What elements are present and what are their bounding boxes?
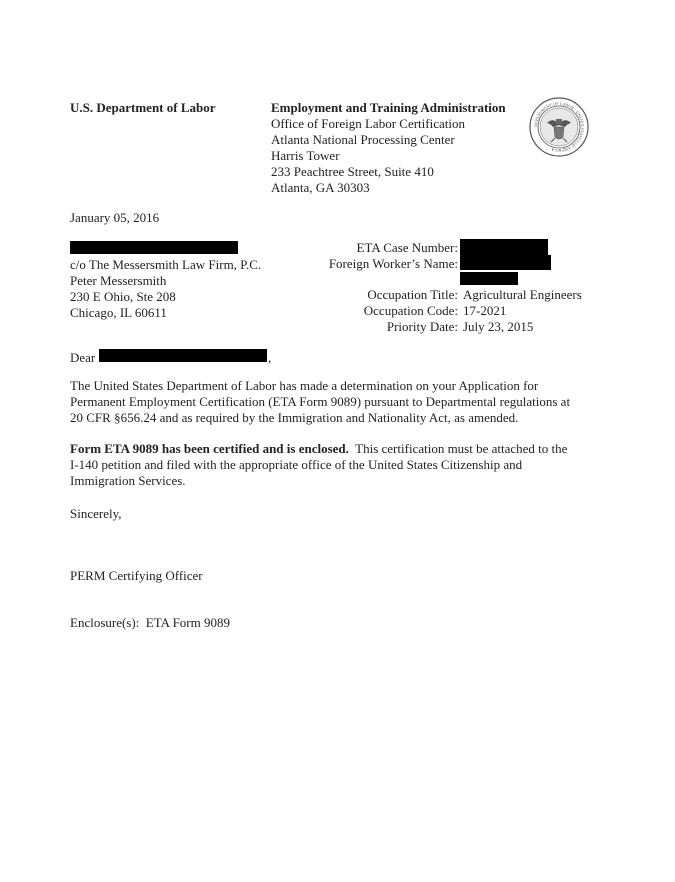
recipient-line: Chicago, IL 60611 — [70, 305, 167, 320]
recipient-line: Peter Messersmith — [70, 273, 167, 288]
paragraph-line — [70, 441, 630, 457]
department-of-labor-seal-icon — [529, 97, 589, 157]
agency-name: Employment and Training Administration — [271, 100, 506, 115]
paragraph-line: Permanent Employment Certification (ETA Form 9089) pursuant to Departmental regulations at — [70, 394, 571, 409]
priority-date-value: July 23, 2015 — [463, 319, 534, 334]
certification-statement: Form ETA 9089 has been certified and is enclosed. — [70, 441, 349, 456]
body-paragraph-2 — [70, 441, 630, 489]
occupation-title-value: Agricultural Engineers — [463, 287, 582, 302]
occupation-code-value: 17-2021 — [463, 303, 507, 318]
redacted-worker-name-continued — [460, 272, 518, 285]
agency-block — [271, 100, 506, 196]
body-paragraph-1 — [70, 378, 630, 426]
letter-date: January 05, 2016 — [70, 210, 160, 225]
salutation-prefix: Dear — [70, 350, 96, 365]
office-line: 233 Peachtree Street, Suite 410 — [271, 164, 434, 179]
paragraph-line: The United States Department of Labor has made a determination on your Application for — [70, 378, 539, 393]
recipient-line: 230 E Ohio, Ste 208 — [70, 289, 176, 304]
office-line: Atlanta, GA 30303 — [271, 180, 370, 195]
case-number-label: ETA Case Number: — [356, 240, 458, 255]
svg-text:DEPARTMENT OF LABOR · UNITED S: DEPARTMENT OF LABOR · UNITED STATES OF AMERICA — [532, 100, 586, 154]
office-line: Atlanta National Processing Center — [271, 132, 455, 147]
redacted-worker-name — [460, 255, 551, 270]
paragraph-text: This certification must be attached to the — [355, 441, 568, 456]
paragraph-line: 20 CFR §656.24 and as required by the Immigration and Nationality Act, as amended. — [70, 410, 519, 425]
paragraph-line: Immigration Services. — [70, 473, 186, 488]
redacted-salutation-name — [99, 349, 267, 362]
worker-name-label: Foreign Worker’s Name: — [328, 256, 458, 271]
priority-date-label: Priority Date: — [386, 319, 458, 334]
redacted-case-number — [460, 239, 548, 255]
paragraph-line: I-140 petition and filed with the appropriate office of the United States Citizenship and — [70, 457, 523, 472]
signer-title: PERM Certifying Officer — [70, 568, 203, 583]
recipient-line: c/o The Messersmith Law Firm, P.C. — [70, 257, 262, 272]
recipient-address — [70, 257, 261, 321]
office-line: Office of Foreign Labor Certification — [271, 116, 465, 131]
occupation-title-label: Occupation Title: — [367, 287, 458, 302]
enclosure-line: Enclosure(s): ETA Form 9089 — [70, 615, 230, 630]
department-name: U.S. Department of Labor — [70, 100, 216, 115]
occupation-code-label: Occupation Code: — [363, 303, 458, 318]
redacted-recipient-name — [70, 241, 238, 254]
closing: Sincerely, — [70, 506, 122, 521]
office-line: Harris Tower — [271, 148, 340, 163]
salutation-suffix: , — [268, 350, 272, 365]
